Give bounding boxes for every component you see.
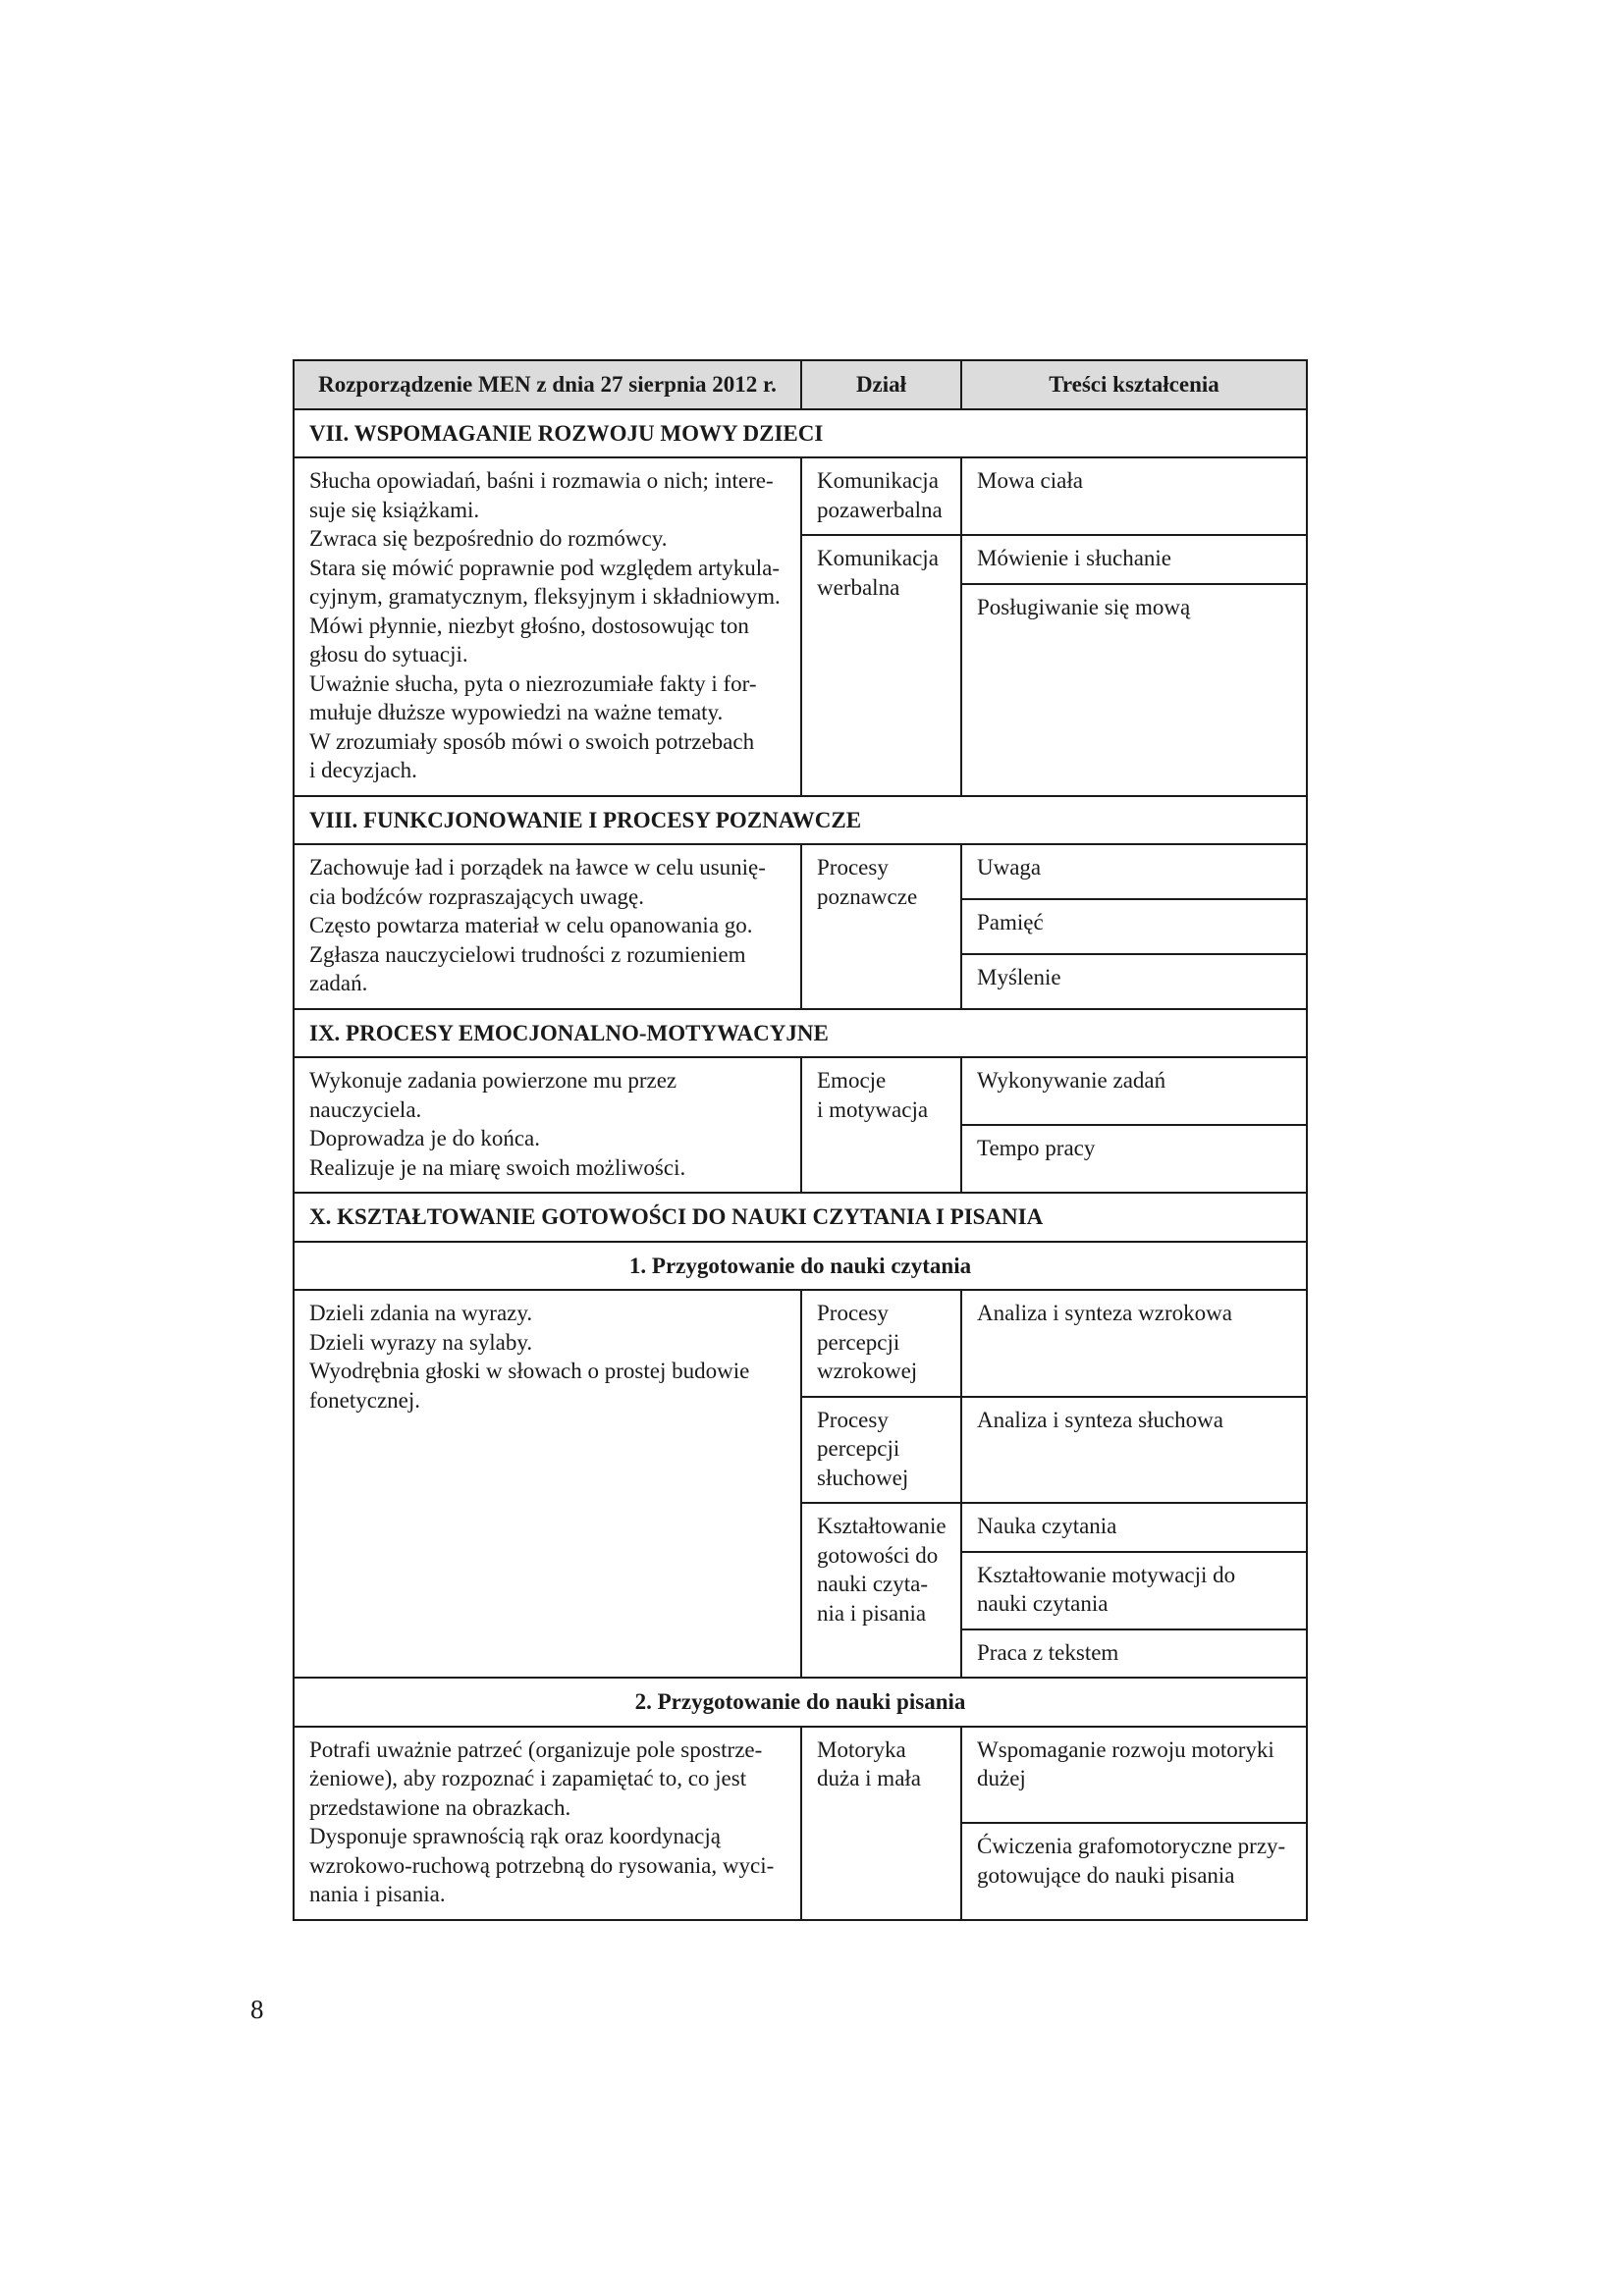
tresci-cell xyxy=(961,1629,1307,1679)
dzial-cell xyxy=(801,535,961,796)
text-line: Analiza i synteza słuchowa xyxy=(977,1407,1223,1432)
text-line: Dzieli zdania na wyrazy. xyxy=(309,1301,533,1325)
dzial-cell xyxy=(801,1503,961,1678)
text-line: suje się książkami. xyxy=(309,497,480,522)
text-line: Praca z tekstem xyxy=(977,1639,1119,1665)
tresci-cell xyxy=(961,457,1307,535)
text-line: Dysponuje sprawnością rąk oraz koordynacją xyxy=(309,1824,721,1848)
text-line: Zwraca się bezpośrednio do rozmówcy. xyxy=(309,526,668,551)
tresci-cell xyxy=(961,1125,1307,1193)
text-line: mułuje dłuższe wypowiedzi na ważne tematy. xyxy=(309,700,724,724)
text-line: Analiza i synteza wzrokowa xyxy=(977,1301,1232,1325)
tresci-cell xyxy=(961,954,1307,1009)
tresci-cell xyxy=(961,1727,1307,1824)
text-line: nania i pisania. xyxy=(309,1882,446,1906)
section-heading-row xyxy=(294,1009,1307,1058)
text-line: cyjnym, gramatycznym, fleksyjnym i składniowym. xyxy=(309,584,781,609)
text-line: Zachowuje ład i porządek na ławce w celu usunię- xyxy=(309,855,766,880)
header-section: Dział xyxy=(801,360,961,409)
tresci-cell xyxy=(961,535,1307,584)
tresci-cell xyxy=(961,899,1307,954)
text-line: wzrokowo-ruchową potrzebną do rysowania, wyci- xyxy=(309,1852,775,1878)
text-line: nauki czytania xyxy=(977,1591,1109,1616)
text-line: Potrafi uważnie patrzeć (organizuje pole spostrze- xyxy=(309,1736,763,1762)
tresci-cell xyxy=(961,1552,1307,1629)
text-line: Często powtarza materiał w celu opanowania go. xyxy=(309,913,753,937)
dzial-cell xyxy=(801,1290,961,1397)
text-line: Stara się mówić poprawnie pod względem artykula- xyxy=(309,555,781,580)
text-line: gotowujące do nauki pisania xyxy=(977,1862,1235,1888)
tresci-cell xyxy=(961,584,1307,796)
dzial-cell xyxy=(801,844,961,1009)
table-row xyxy=(294,844,1307,899)
text-line: Tempo pracy xyxy=(977,1136,1096,1160)
section-heading-row xyxy=(294,1193,1307,1242)
text-line: i motywacja xyxy=(817,1096,929,1122)
text-line: Motoryka xyxy=(817,1736,906,1762)
dzial-cell xyxy=(801,457,961,535)
text-line: percepcji xyxy=(817,1436,900,1461)
text-line: Myślenie xyxy=(977,964,1061,989)
text-line: poznawcze xyxy=(817,883,918,909)
text-line: zadań. xyxy=(309,971,368,995)
dzial-cell xyxy=(801,1057,961,1193)
text-line: Komunikacja xyxy=(817,546,939,570)
header-content: Treści kształcenia xyxy=(961,360,1307,409)
tresci-cell xyxy=(961,1397,1307,1504)
header-regulation: Rozporządzenie MEN z dnia 27 sierpnia 2012 r. xyxy=(294,360,801,409)
text-line: Procesy xyxy=(817,1301,889,1325)
tresci-cell xyxy=(961,844,1307,899)
text-line: Wykonuje zadania powierzone mu przez xyxy=(309,1068,677,1093)
curriculum-table xyxy=(293,359,1308,1921)
text-line: i decyzjach. xyxy=(309,758,417,782)
text-line: Mówienie i słuchanie xyxy=(977,546,1172,570)
tresci-cell xyxy=(961,1823,1307,1920)
requirements-cell xyxy=(294,1057,801,1193)
text-line: Procesy xyxy=(817,855,889,880)
text-line: głosu do sytuacji. xyxy=(309,642,468,667)
section-title: VIII. FUNKCJONOWANIE I PROCESY POZNAWCZE xyxy=(294,796,1307,845)
text-line: Uważnie słucha, pyta o niezrozumiałe fakty i for- xyxy=(309,670,757,696)
text-line: nauczyciela. xyxy=(309,1096,422,1122)
text-line: werbalna xyxy=(817,574,900,600)
text-line: słuchowej xyxy=(817,1465,909,1490)
text-line: Nauka czytania xyxy=(977,1514,1117,1538)
text-line: gotowości do xyxy=(817,1542,939,1568)
table-header-row xyxy=(294,360,1307,409)
text-line: wzrokowej xyxy=(817,1359,918,1383)
text-line: Dzieli wyrazy na sylaby. xyxy=(309,1329,533,1355)
text-line: Pamięć xyxy=(977,909,1044,934)
text-line: percepcji xyxy=(817,1329,900,1355)
text-line: Zgłasza nauczycielowi trudności z rozumieniem xyxy=(309,941,746,967)
table-row xyxy=(294,1727,1307,1824)
table-row xyxy=(294,457,1307,535)
text-line: Słucha opowiadań, baśni i rozmawia o nich; intere- xyxy=(309,468,774,493)
subsection-heading-row xyxy=(294,1242,1307,1291)
text-line: nauki czyta- xyxy=(817,1572,929,1596)
section-heading-row xyxy=(294,796,1307,845)
text-line: Uwaga xyxy=(977,855,1042,880)
section-title: IX. PROCESY EMOCJONALNO-MOTYWACYJNE xyxy=(294,1009,1307,1058)
table-row xyxy=(294,1290,1307,1397)
text-line: Wykonywanie zadań xyxy=(977,1068,1166,1093)
subsection-title: 1. Przygotowanie do nauki czytania xyxy=(294,1242,1307,1291)
text-line: Procesy xyxy=(817,1407,889,1432)
requirements-cell xyxy=(294,457,801,796)
text-line: Wspomaganie rozwoju motoryki xyxy=(977,1736,1274,1762)
text-line: Mowa ciała xyxy=(977,468,1083,493)
page-number: 8 xyxy=(250,1995,264,2024)
text-line: duża i mała xyxy=(817,1766,922,1790)
text-line: fonetycznej. xyxy=(309,1387,421,1413)
text-line: Ćwiczenia grafomotoryczne przy- xyxy=(977,1834,1286,1858)
text-line: nia i pisania xyxy=(817,1600,927,1626)
requirements-cell xyxy=(294,1727,801,1920)
section-title: VII. WSPOMAGANIE ROZWOJU MOWY DZIECI xyxy=(294,409,1307,458)
text-line: Posługiwanie się mową xyxy=(977,594,1191,619)
text-line: pozawerbalna xyxy=(817,497,943,522)
subsection-title: 2. Przygotowanie do nauki pisania xyxy=(294,1678,1307,1727)
tresci-cell xyxy=(961,1503,1307,1552)
text-line: Wyodrębnia głoski w słowach o prostej budowie xyxy=(309,1359,750,1383)
dzial-cell xyxy=(801,1397,961,1504)
text-line: Kształtowanie xyxy=(817,1514,947,1538)
tresci-cell xyxy=(961,1290,1307,1397)
text-line: przedstawione na obrazkach. xyxy=(309,1794,571,1820)
text-line: cia bodźców rozpraszających uwagę. xyxy=(309,883,644,909)
text-line: Realizuje je na miarę swoich możliwości. xyxy=(309,1154,686,1180)
subsection-heading-row xyxy=(294,1678,1307,1727)
text-line: żeniowe), aby rozpoznać i zapamiętać to, co jest xyxy=(309,1766,747,1790)
text-line: Komunikacja xyxy=(817,468,939,493)
section-heading-row xyxy=(294,409,1307,458)
text-line: W zrozumiały sposób mówi o swoich potrzebach xyxy=(309,728,755,754)
requirements-cell xyxy=(294,844,801,1009)
text-line: dużej xyxy=(977,1766,1026,1790)
text-line: Doprowadza je do końca. xyxy=(309,1126,541,1150)
text-line: Mówi płynnie, niezbyt głośno, dostosowując ton xyxy=(309,613,749,638)
text-line: Kształtowanie motywacji do xyxy=(977,1562,1236,1587)
section-title: X. KSZTAŁTOWANIE GOTOWOŚCI DO NAUKI CZYTANIA I PISANIA xyxy=(294,1193,1307,1242)
table-row xyxy=(294,1057,1307,1125)
text-line: Emocje xyxy=(817,1068,887,1093)
dzial-cell xyxy=(801,1727,961,1920)
tresci-cell xyxy=(961,1057,1307,1125)
requirements-cell xyxy=(294,1290,801,1678)
